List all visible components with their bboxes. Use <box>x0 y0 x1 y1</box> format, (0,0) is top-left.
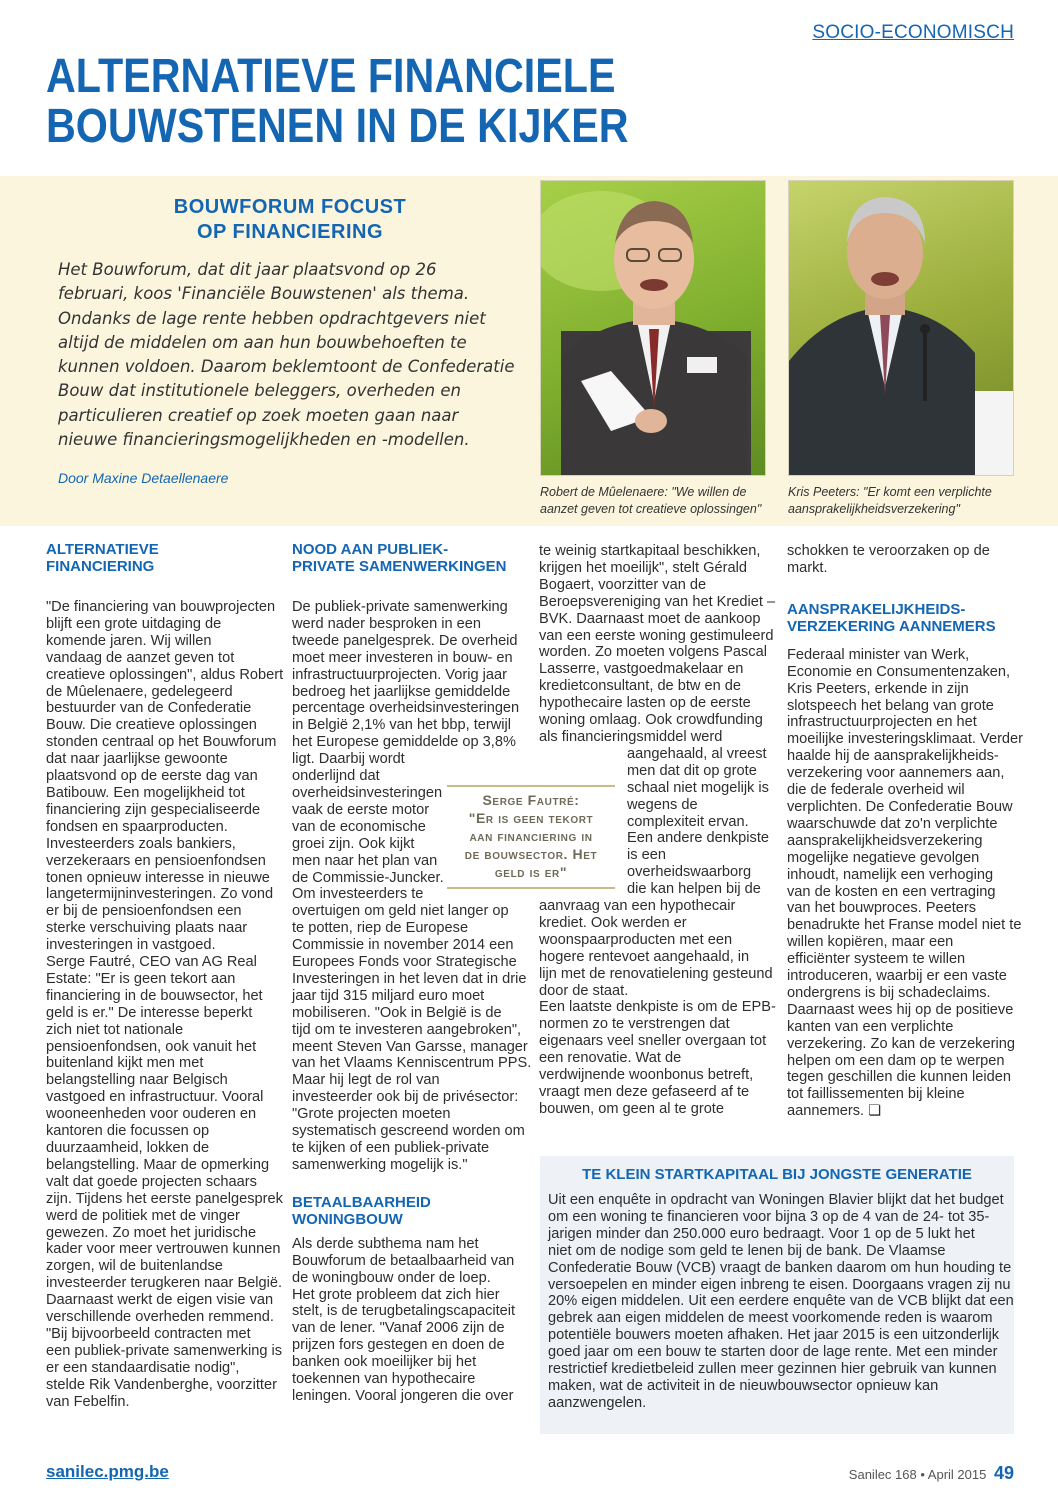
text-line: overheidsinvesteringen <box>292 784 443 801</box>
text-line: restrictief kredietbeleid zullen meer gezinnen hier gebruik van kunnen <box>548 1361 997 1378</box>
text-line: wegens de <box>627 796 698 813</box>
text-line: Beroepsvereniging van het Krediet – <box>539 593 776 610</box>
paragraph <box>787 646 1024 1120</box>
text-line: stelde Rik Vandenberghe, voorzitter <box>46 1376 277 1393</box>
sidebar-box-title: TE KLEIN STARTKAPITAAL BIJ JONGSTE GENERATIE <box>582 1166 972 1183</box>
text-line: Als derde subthema nam het <box>292 1235 479 1252</box>
caption-line: aansprakelijkheidsverzekering" <box>788 502 960 516</box>
text-line: de woningbouw onder de loep. <box>292 1269 491 1286</box>
paragraph <box>539 543 775 746</box>
text-line: investeerder ook bij de privésector: <box>292 1089 519 1106</box>
byline: Door Maxine Detaellenaere <box>58 470 229 486</box>
text-line: van de kosten en een vertraging <box>787 883 996 900</box>
text-line: Daarnaast wees hij op de positieve <box>787 1001 1014 1018</box>
subheading: VERZEKERING AANNEMERS <box>787 617 996 635</box>
text-line: pensioenfondsen, ook vanuit het <box>46 1038 257 1055</box>
text-line: Om investeerders te <box>292 886 424 903</box>
text-line: investeringen in vastgoed. <box>46 937 216 954</box>
text-line: tonen opnieuw interesse in nieuwe <box>46 869 270 886</box>
text-line: aanzwengelen. <box>548 1394 647 1411</box>
text-line: aangehaald, al vreest <box>627 745 767 762</box>
text-line: overtuigen om geld niet langer op <box>292 903 509 920</box>
text-line: waarschuwde dat zo'n verplichte <box>787 815 998 832</box>
text-line: om een woning te financieren voor bijna 3 op de 4 van de 24- tot 35- <box>548 1208 990 1225</box>
text-line: men naar het plan van <box>292 852 438 869</box>
text-line: Het grote probleem dat zich hier <box>292 1286 500 1303</box>
intro-line: Bouw dat institutionele beleggers, overheden en <box>58 381 461 401</box>
text-line: zorgen, wil de buitenlandse <box>46 1258 223 1275</box>
text-line: markt. <box>787 559 828 576</box>
paragraph <box>539 898 775 1118</box>
text-line: vastgoed en infrastructuur. Vooral <box>46 1089 264 1106</box>
text-line: vandaag de aanzet geven tot <box>46 649 235 666</box>
text-line: duurzaamheid, lokken de <box>46 1140 210 1156</box>
title-line-1: ALTERNATIEVE FINANCIELE <box>46 50 616 103</box>
text-line: bestuurder van de Confederatie <box>46 700 252 717</box>
text-line: verplichten. De Confederatie Bouw <box>787 798 1013 815</box>
text-line: werd de politiek met de vinger <box>46 1207 240 1224</box>
text-line: gewezen. Zo moet het juridische <box>46 1224 257 1241</box>
pull-quote-line: de bouwsector. Het <box>464 846 598 862</box>
article-column-4 <box>787 543 1024 1120</box>
text-line: haalde hij de aansprakelijkheids- <box>787 748 999 765</box>
text-line: groei zijn. Ook kijkt <box>292 835 415 852</box>
text-line: Maar hij legt de rol van <box>292 1072 440 1089</box>
text-line: van een eerste woning gestimuleerd <box>539 627 774 644</box>
intro-heading <box>80 195 500 245</box>
text-line: financiering in de bouwsector, het <box>46 987 263 1004</box>
text-line: tot faillissementen bij kleine <box>787 1086 965 1103</box>
text-line: aannemers. ❏ <box>787 1103 882 1120</box>
text-line: blijft een grote uitdaging de <box>46 615 222 632</box>
caption-line: Robert de Mûelenaere: "We willen de <box>540 485 747 499</box>
text-line: verzekering. Zo kan de verzekering <box>787 1035 1015 1052</box>
text-line: tweede panelgesprek. De overheid <box>292 632 518 649</box>
text-line: te kijken of een publiek-private <box>292 1140 490 1156</box>
text-line: stonden centraal op het Bouwforum <box>46 734 277 751</box>
text-line: infrastructuurprojecten en het <box>787 714 977 731</box>
pull-quote-line: geld is er" <box>494 864 568 880</box>
footer-site-link[interactable]: sanilec.pmg.be <box>46 1462 169 1481</box>
text-line: jarigen minder dan 250.000 euro bedraagt. Voor 1 op de 5 lukt het <box>548 1225 975 1242</box>
intro-line: Het Bouwforum, dat dit jaar plaatsvond op 26 <box>58 260 437 279</box>
text-line: mogelijke negatieve gevolgen <box>787 849 980 866</box>
end-mark-icon: ❏ <box>864 1103 882 1120</box>
text-line: die kan helpen bij de <box>627 881 761 898</box>
caption-line: Kris Peeters: "Er komt een verplichte <box>788 485 992 499</box>
text-line: verdwijnende woonbonus betreft, <box>539 1067 754 1084</box>
text-line: woonspaarproducten met een <box>539 931 733 948</box>
text-line: infrastructuurprojecten. Vorig jaar <box>292 666 507 683</box>
text-line: door de staat. <box>539 982 629 999</box>
text-line: hypothecaire lasten op de eerste <box>539 695 751 712</box>
text-line: complexiteit ervan. <box>627 813 749 830</box>
text-line: van de lener. "Vanaf 2006 zijn de <box>292 1320 505 1337</box>
pull-quote <box>447 785 615 889</box>
caption-line: aanzet geven tot creatieve oplossingen" <box>540 502 762 516</box>
text-line: bouwen, om geen al te grote <box>539 1100 724 1117</box>
text-line: prijzen fors gestegen en doen de <box>292 1337 505 1354</box>
text-line: plaatsvond op de eerste dag van <box>46 768 258 785</box>
page-title <box>46 52 872 152</box>
text-line: kader voor meer vertrouwen kunnen <box>46 1241 281 1258</box>
page-number: 49 <box>993 1463 1014 1483</box>
text-line: moet meer investeren in bouw- en <box>292 649 513 666</box>
text-line: als financieringsmiddel werd <box>539 728 723 745</box>
text-line: de Mûelenaere, gedelegeerd <box>46 683 233 700</box>
text-line: stelt, is de terugbetalingscapaciteit <box>292 1303 516 1320</box>
text-line: Estate: "Er is geen tekort aan <box>46 970 236 987</box>
text-line: bedroeg het jaarlijkse gemiddelde <box>292 683 511 700</box>
subheading: FINANCIERING <box>46 558 155 575</box>
photo-robert-de-muelenaere <box>540 180 766 476</box>
text-line: Economie en Consumentenzaken, <box>787 663 1011 680</box>
pull-quote-line: "Er is geen tekort <box>468 810 594 826</box>
intro-line: particulieren creatief op zoek moeten gaan naar <box>58 405 459 425</box>
text-line: overheidswaarborg <box>627 864 752 881</box>
paragraph <box>292 1236 524 1405</box>
section-tag: SOCIO-ECONOMISCH <box>812 22 1014 43</box>
text-line: van het Vlaams Kenniscentrum PPS. <box>292 1055 532 1072</box>
text-line: vaak de eerste motor <box>292 801 430 818</box>
text-line: krediet. Ook werden er <box>539 914 687 931</box>
intro-heading-line-1: BOUWFORUM FOCUST <box>173 196 407 218</box>
text-line: Een andere denkpiste <box>627 830 769 847</box>
intro-line: kunnen voldoen. Daarom beklemtoont de Confederatie <box>58 357 515 377</box>
text-line: willen kopiëren, maar een <box>787 934 954 951</box>
text-line: Europees Fonds voor Strategische <box>292 954 517 971</box>
paragraph <box>46 599 284 1411</box>
text-line: van het bouwproces. Peeters <box>787 900 977 917</box>
text-line: wooneenheden voor ouderen en <box>46 1106 257 1123</box>
text-line: Bogaert, voorzitter van de <box>539 576 707 593</box>
text-line: in België 2,1% van het bbp, terwijl <box>292 717 512 734</box>
text-line: kredietconsultant, de btw en de <box>539 678 742 695</box>
text-line: Bouw. Die creatieve oplossingen <box>46 717 257 734</box>
intro-line: altijd de middelen om aan hun bouwbehoeften te <box>58 332 467 352</box>
text-line: inhoudt, namelijk een verhoging <box>787 866 994 883</box>
text-line: werd nader besproken in een <box>292 615 482 632</box>
text-line: efficiënter systeem te willen <box>787 951 966 968</box>
text-line: er bij de pensioenfondsen een <box>46 903 242 920</box>
intro-line: februari, koos 'Financiële Bouwstenen' als thema. <box>58 284 470 304</box>
text-line: Confederatie Bouw (VCB) vraagt de banken daarom om hun houding te <box>548 1259 1012 1276</box>
subheading: NOOD AAN PUBLIEK- <box>292 541 449 558</box>
text-line: banken ook moeilijker bij het <box>292 1354 477 1371</box>
text-line: van Febelfin. <box>46 1393 130 1410</box>
text-line: te potten, riep de Europese <box>292 920 469 937</box>
subheading: WONINGBOUW <box>292 1210 403 1228</box>
issue-label: Sanilec 168 • April 2015 <box>848 1467 987 1482</box>
text-line: krijgen het moeilijk", stelt Gérald <box>539 559 747 576</box>
text-line: fondsen en spaarproducten. <box>46 818 228 835</box>
text-line: valt dat goede projecten schaars <box>46 1173 257 1190</box>
text-line: zich niet tot nationale <box>46 1021 184 1038</box>
text-line: ligt. Daarbij wordt <box>292 751 405 768</box>
text-line: komende jaren. Wij willen <box>46 632 212 649</box>
text-line: potentiële bouwers moeten afhaken. Het jaar 2015 is een uitzonderlijk <box>548 1327 1000 1344</box>
text-line: men dat dit op grote <box>627 762 757 779</box>
text-line: Federaal minister van Werk, <box>787 646 970 663</box>
text-line: dat naar jaarlijkse gewoonte <box>46 751 228 768</box>
text-line: maken, wat de activiteit in de nieuwbouwsector opnieuw kan <box>548 1377 939 1394</box>
text-line: tijd om te investeren aangebroken", <box>292 1021 522 1038</box>
text-line: een publiek-private samenwerking is <box>46 1342 283 1359</box>
pull-quote-line: aan financiering in <box>469 828 593 844</box>
text-line: creatieve oplossingen", aldus Robert <box>46 666 284 683</box>
text-line: toekennen van hypothecaire <box>292 1371 476 1388</box>
text-line: slotspeech het belang van grote <box>787 697 994 714</box>
text-line: geld is er." De interesse beperkt <box>46 1004 253 1021</box>
text-line: benadrukte het Franse model niet te <box>787 917 1022 934</box>
subheading: ALTERNATIEVE <box>46 541 159 558</box>
text-line: Een laatste denkpiste is om de EPB- <box>539 999 776 1016</box>
text-line: belangstelling. Maar de opmerking <box>46 1156 270 1173</box>
text-line: aanvraag van een hypothecair <box>539 898 736 915</box>
pull-quote-line: Serge Fautré: <box>482 792 580 808</box>
text-line: sterke verschuiving plaats naar <box>46 920 248 937</box>
paragraph <box>787 543 1017 577</box>
text-line: te weinig startkapitaal beschikken, <box>539 543 761 559</box>
text-line: gebrek aan eigen middelen de meest voorkomende reden is waarom <box>548 1310 993 1327</box>
text-line: een renovatie. Wat de <box>539 1050 682 1067</box>
text-line: niet om de nodige som geld te lenen bij de bank. De Vlaamse <box>548 1242 946 1259</box>
text-line: kantoren die focussen op <box>46 1123 210 1140</box>
text-line: "Bij bijvoorbeeld contracten met <box>46 1325 251 1342</box>
text-line: woning omlaag. Ook crowdfunding <box>539 712 763 729</box>
text-line: "Grote projecten moeten <box>292 1106 451 1123</box>
text-line: het Europese gemiddelde op 3,8% <box>292 734 516 751</box>
subheading: PRIVATE SAMENWERKINGEN <box>292 558 507 575</box>
text-line: Uit een enquête in opdracht van Woningen Blavier blijkt dat het budget <box>548 1192 1004 1208</box>
sidebar-box-text <box>548 1192 1014 1412</box>
text-line: verzekeraars en pensioenfondsen <box>46 852 266 869</box>
text-line: mobiliseren. "Ook in België is de <box>292 1004 502 1021</box>
text-line: goed jaar om een bouw te starten door de lage rente. Met een minder <box>548 1344 998 1361</box>
text-line: Investeerders zoals bankiers, <box>46 835 236 852</box>
text-line: verschillende overheden remmend. <box>46 1309 274 1326</box>
text-line: meent Steven Van Garsse, manager <box>292 1038 528 1055</box>
text-line: Serge Fautré, CEO van AG Real <box>46 954 257 971</box>
text-line: van de economische <box>292 818 426 835</box>
text-line: introduceren, waarbij er een vaste <box>787 968 1007 985</box>
photo-kris-peeters <box>788 180 1014 476</box>
text-line: de Commissie-Juncker. <box>292 869 444 886</box>
title-line-2: BOUWSTENEN IN DE KIJKER <box>46 100 629 153</box>
text-line: belangstelling naar Belgisch <box>46 1072 228 1089</box>
text-line: Investeringen in het leven dat in drie <box>292 970 527 987</box>
text-line: Daarnaast werkt de eigen visie van <box>46 1292 274 1309</box>
text-line: er een standaardisatie nodig", <box>46 1359 240 1376</box>
text-line: tegen geschillen die kunnen leiden <box>787 1069 1011 1086</box>
text-line: kanten van een verplichte <box>787 1018 954 1035</box>
text-line: versoepelen en minder eigen inbreng te eisen. Doorgaans vragen zij nu <box>548 1276 1011 1293</box>
text-line: vraagt men deze gefaseerd af te <box>539 1084 750 1100</box>
photo-caption <box>540 484 776 518</box>
text-line: 20% eigen middelen. Uit een eerdere enquête van de VCB blijkt dat een <box>548 1293 1014 1310</box>
text-line: financiering zijn gespecialiseerde <box>46 801 261 818</box>
text-line: jaar tijd 315 miljard euro moet <box>292 987 485 1004</box>
text-line: helpen om een dam op te werpen <box>787 1052 1005 1069</box>
intro-line: nieuwe financieringsmogelijkheden en -modellen. <box>58 430 470 450</box>
text-line: aansprakelijkheidsverzekering <box>787 832 983 849</box>
text-line: percentage overheidsinvesteringen <box>292 700 520 717</box>
text-line: schaal niet mogelijk is <box>627 779 769 796</box>
text-line: normen zo te verstrengen dat <box>539 1016 730 1033</box>
text-line: eigenaars veel sneller overgaan tot <box>539 1033 767 1050</box>
text-line: leningen. Vooral jongeren die over <box>292 1387 514 1404</box>
subheading: AANSPRAKELIJKHEIDS- <box>787 600 966 618</box>
intro-line: Ondanks de lage rente hebben opdrachtgevers niet <box>58 308 486 328</box>
article-column-1 <box>46 541 284 1411</box>
text-line: schokken te veroorzaken op de <box>787 543 990 559</box>
text-line: moeilijke investeringsklimaat. Verder <box>787 731 1024 748</box>
text-line: buitenland kijkt men met <box>46 1055 204 1072</box>
text-line: verzekering voor aannemers aan, <box>787 765 1005 782</box>
text-line: BVK. Daarnaast moet de aankoop <box>539 610 761 627</box>
text-line: Batibouw. Een mogelijkheid tot <box>46 784 245 801</box>
subheading: BETAALBAARHEID <box>292 1193 431 1211</box>
text-line: lijn met de renovatielening gesteund <box>539 965 773 982</box>
text-line: die de federale overheid wil <box>787 782 965 799</box>
text-line: Lasserre, vastgoedmakelaar en <box>539 661 744 678</box>
intro-text <box>58 258 532 452</box>
intro-heading-line-2: OP FINANCIERING <box>196 221 384 243</box>
text-line: systematisch gescreend worden om <box>292 1123 525 1140</box>
photo-caption <box>788 484 1024 518</box>
text-line: Bouwforum de betaalbaarheid van <box>292 1252 515 1269</box>
text-line: worden. Zo moeten volgens Pascal <box>539 644 767 661</box>
text-line: investeerder terugkeren naar België. <box>46 1275 283 1292</box>
text-line: zijn. Tijdens het eerste panelgesprek <box>46 1190 283 1207</box>
footer-issue <box>849 1463 1014 1484</box>
text-line: ondergrens is bij schadeclaims. <box>787 984 991 1001</box>
text-line: "De financiering van bouwprojecten <box>46 599 276 615</box>
text-line: hogere rentevoet aangehaald, in <box>539 948 750 965</box>
text-line: onderlijnd dat <box>292 768 380 785</box>
text-line: Commissie in november 2014 een <box>292 937 514 954</box>
text-line: samenwerking mogelijk is." <box>292 1156 468 1173</box>
text-line: is een <box>627 847 666 864</box>
text-line: langetermijninvesteringen. Zo vond <box>46 886 274 903</box>
text-line: De publiek-private samenwerking <box>292 599 508 615</box>
text-line: Kris Peeters, erkende in zijn <box>787 680 969 697</box>
